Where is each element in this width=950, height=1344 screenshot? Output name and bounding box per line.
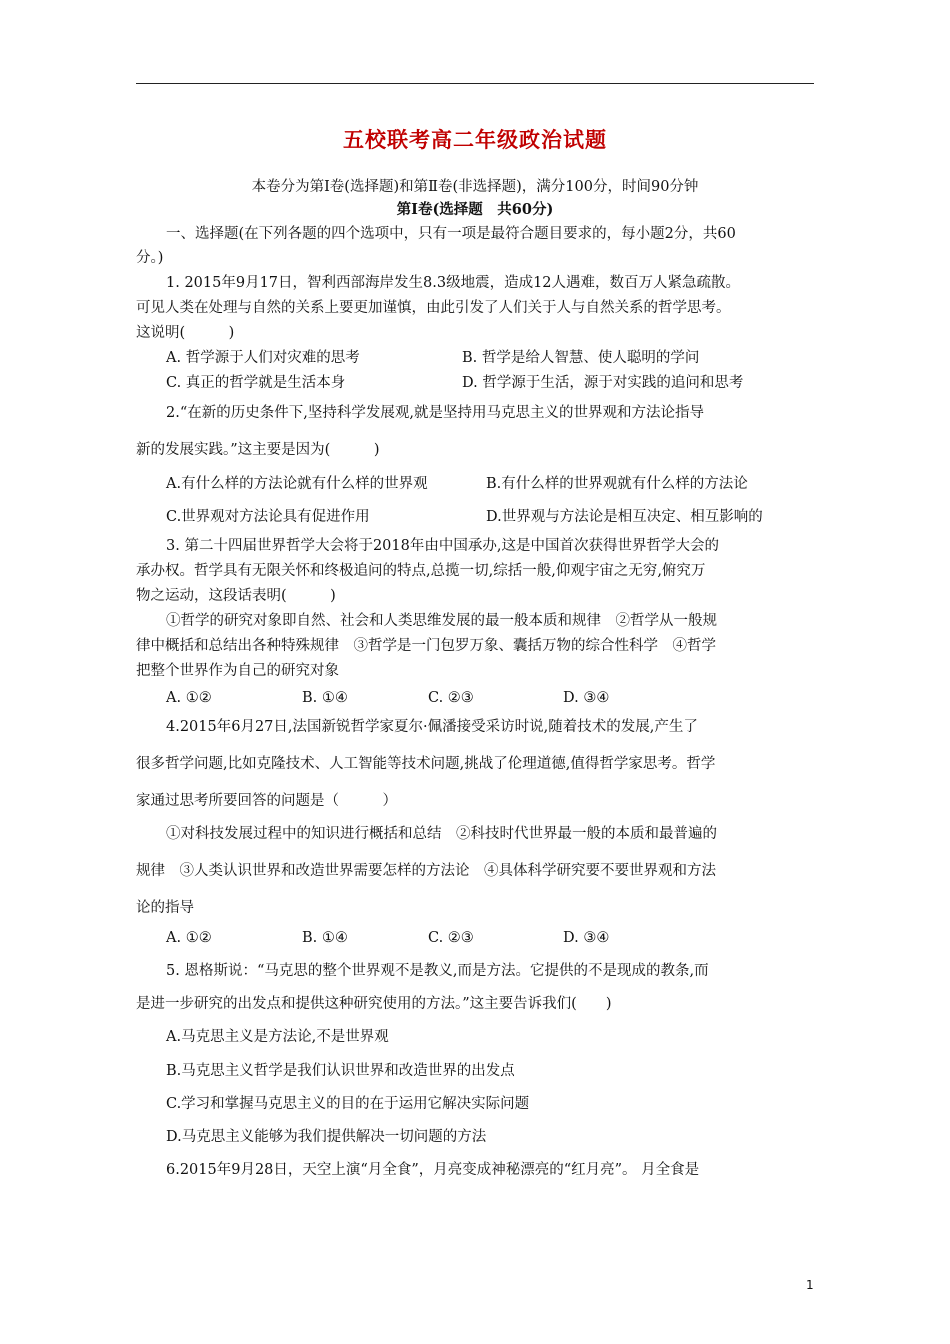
q1-line-1: 1. 2015年9月17日，智利西部海岸发生8.3级地震，造成12人遇难，数百万人紧急疏散。 <box>166 275 741 291</box>
q4-statement-3: 论的指导 <box>136 900 194 916</box>
q4-choice-d: D. ③④ <box>563 930 610 946</box>
q5-option-d: D.马克思主义能够为我们提供解决一切问题的方法 <box>166 1129 487 1145</box>
q2-line-1: 2.“在新的历史条件下,坚持科学发展观,就是坚持用马克思主义的世界观和方法论指导 <box>166 405 704 421</box>
instructions-line-1: 一、选择题(在下列各题的四个选项中，只有一项是最符合题目要求的，每小题2分，共60 <box>166 226 736 242</box>
q4-line-2: 很多哲学问题,比如克隆技术、人工智能等技术问题,挑战了伦理道德,值得哲学家思考。哲学 <box>136 756 716 772</box>
q1-option-a: A. 哲学源于人们对灾难的思考 <box>166 350 360 366</box>
exam-title: 五校联考高二年级政治试题 <box>343 127 607 152</box>
q3-statement-3: 把整个世界作为自己的研究对象 <box>136 663 339 679</box>
q3-line-2: 承办权。哲学具有无限关怀和终极追问的特点,总揽一切,综括一般,仰观宇宙之无穷,俯究万 <box>136 563 706 579</box>
section-title: 第Ⅰ卷(选择题 共60分) <box>396 201 554 218</box>
q4-line-1: 4.2015年6月27日,法国新锐哲学家夏尔·佩潘接受采访时说,随着技术的发展,产生了 <box>166 719 698 735</box>
q5-line-2: 是进一步研究的出发点和提供这种研究使用的方法。”这主要告诉我们( ) <box>136 996 612 1012</box>
q3-line-3: 物之运动，这段话表明( ) <box>136 588 336 604</box>
page-number: 1 <box>806 1278 814 1292</box>
q3-statement-1: ①哲学的研究对象即自然、社会和人类思维发展的最一般本质和规律 ②哲学从一般规 <box>166 613 717 629</box>
q5-option-c: C.学习和掌握马克思主义的目的在于运用它解决实际问题 <box>166 1096 530 1112</box>
q2-line-2: 新的发展实践。”这主要是因为( ) <box>136 442 380 458</box>
exam-subtitle: 本卷分为第Ⅰ卷(选择题)和第Ⅱ卷(非选择题)，满分100分，时间90分钟 <box>251 179 699 195</box>
q4-choice-c: C. ②③ <box>428 930 474 946</box>
q3-statement-2: 律中概括和总结出各种特殊规律 ③哲学是一门包罗万象、囊括万物的综合性科学 ④哲学 <box>136 638 716 654</box>
q2-option-c: C.世界观对方法论具有促进作用 <box>166 509 370 525</box>
q4-statement-1: ①对科技发展过程中的知识进行概括和总结 ②科技时代世界最一般的本质和最普遍的 <box>166 826 717 842</box>
q2-option-d: D.世界观与方法论是相互决定、相互影响的 <box>486 509 763 525</box>
q1-option-c: C. 真正的哲学就是生活本身 <box>166 375 346 391</box>
q5-line-1: 5. 恩格斯说：“马克思的整个世界观不是教义,而是方法。它提供的不是现成的教条,而 <box>166 963 709 979</box>
q1-option-d: D. 哲学源于生活，源于对实践的追问和思考 <box>462 375 744 391</box>
q4-choice-a: A. ①② <box>166 930 212 946</box>
q1-line-2: 可见人类在处理与自然的关系上要更加谨慎，由此引发了人们关于人与自然关系的哲学思考。 <box>136 300 731 316</box>
q1-option-b: B. 哲学是给人智慧、使人聪明的学问 <box>462 350 700 366</box>
q3-line-1: 3. 第二十四届世界哲学大会将于2018年由中国承办,这是中国首次获得世界哲学大会的 <box>166 538 719 554</box>
q4-line-3: 家通过思考所要回答的问题是（ ） <box>136 793 397 809</box>
q1-line-3: 这说明( ) <box>136 325 235 341</box>
instructions-line-2: 分。) <box>136 250 164 266</box>
q4-choice-b: B. ①④ <box>302 930 348 946</box>
q2-option-b: B.有什么样的世界观就有什么样的方法论 <box>486 476 748 492</box>
q3-choice-c: C. ②③ <box>428 690 474 706</box>
q3-choice-a: A. ①② <box>166 690 212 706</box>
header-rule <box>136 83 814 84</box>
q5-option-b: B.马克思主义哲学是我们认识世界和改造世界的出发点 <box>166 1063 515 1079</box>
q3-choice-b: B. ①④ <box>302 690 348 706</box>
q6-line-1: 6.2015年9月28日，天空上演“月全食”，月亮变成神秘漂亮的“红月亮”。 月全食是 <box>166 1162 700 1178</box>
q5-option-a: A.马克思主义是方法论,不是世界观 <box>166 1029 389 1045</box>
q2-option-a: A.有什么样的方法论就有什么样的世界观 <box>166 476 428 492</box>
q3-choice-d: D. ③④ <box>563 690 610 706</box>
q4-statement-2: 规律 ③人类认识世界和改造世界需要怎样的方法论 ④具体科学研究要不要世界观和方法 <box>136 863 716 879</box>
